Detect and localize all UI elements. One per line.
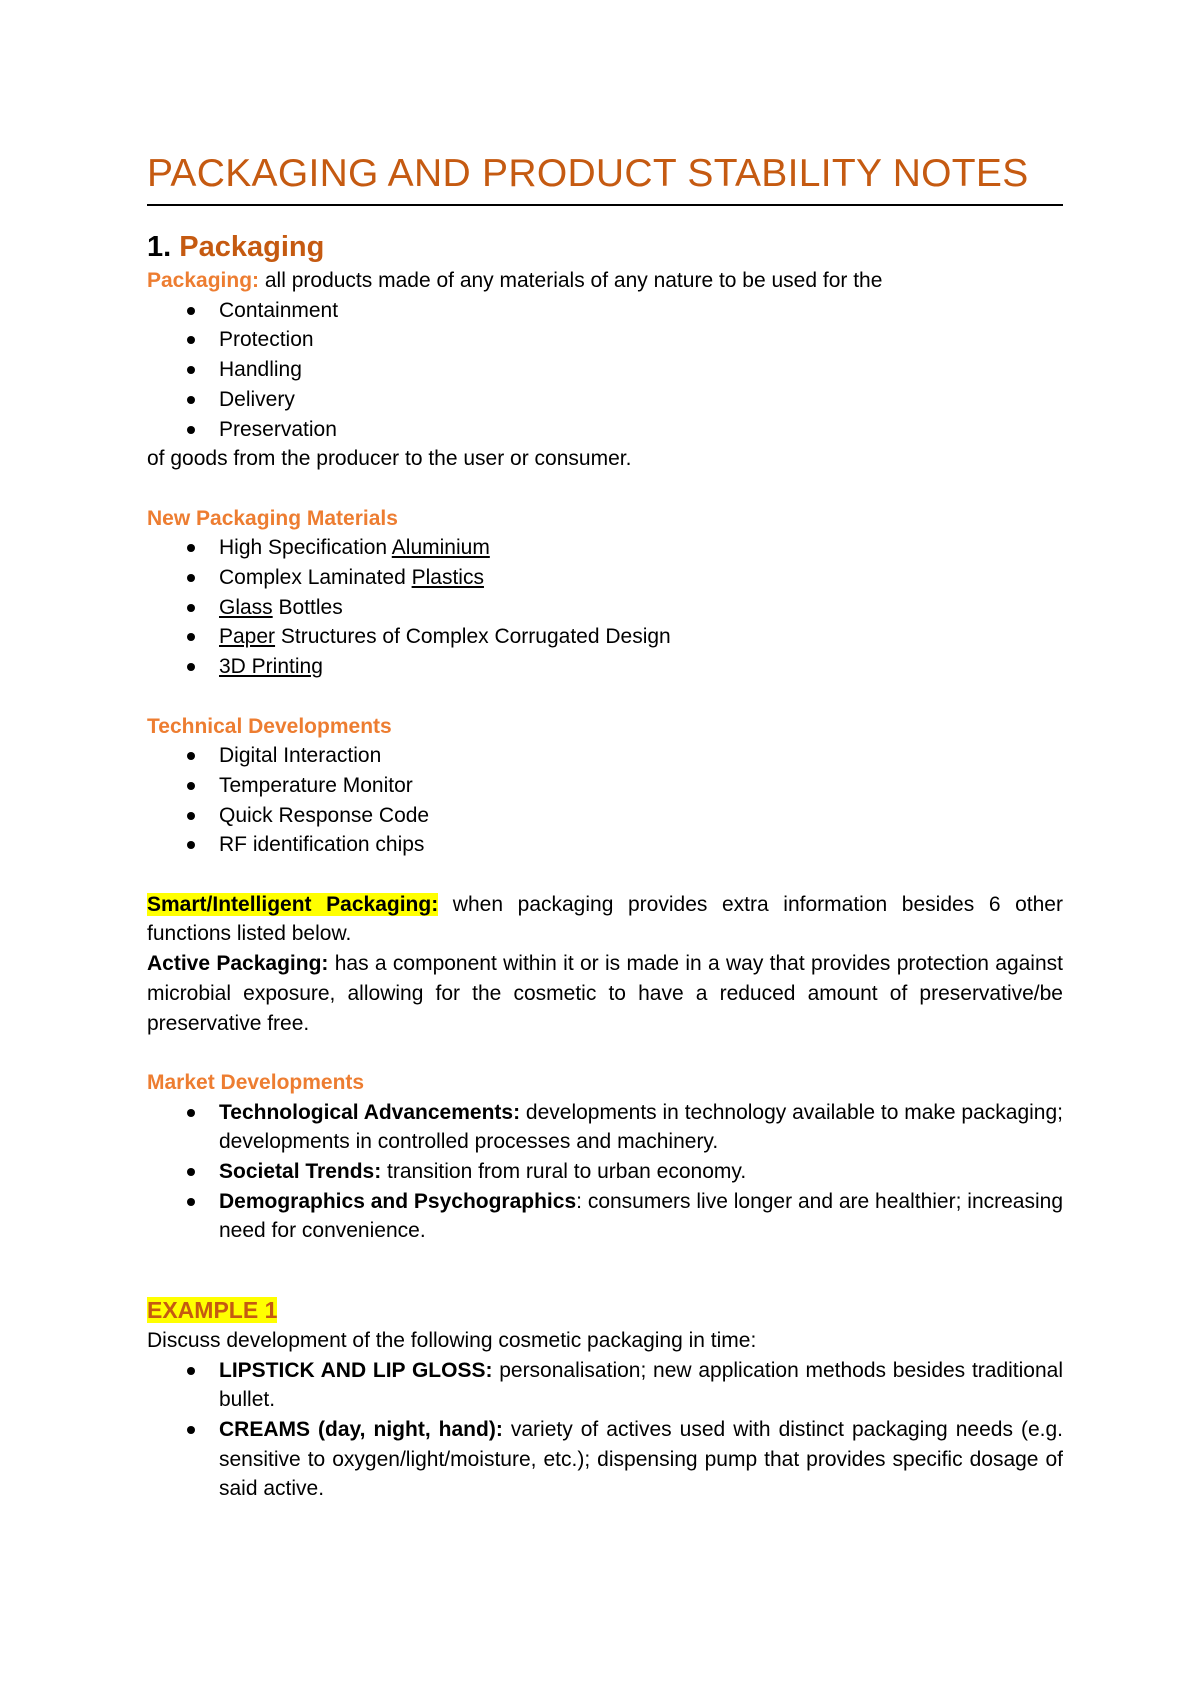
section-title: Packaging [179, 231, 325, 263]
list-item: 3D Printing [147, 652, 1063, 682]
section-number: 1. [147, 231, 172, 263]
section-heading-packaging [147, 228, 1063, 266]
list-item: Delivery [147, 385, 1063, 415]
list-item: Handling [147, 355, 1063, 385]
purposes-list [147, 296, 1063, 445]
list-item: Glass Bottles [147, 593, 1063, 623]
smart-packaging-paragraph [147, 890, 1063, 949]
active-packaging-text: has a component within it or is made in a way that provides protection against microbial exposure, allowing for the cosmetic to have a reduced amount of preservative/be preservative free. [147, 952, 1063, 1035]
list-item: Temperature Monitor [147, 771, 1063, 801]
materials-list [147, 533, 1063, 682]
example-intro: Discuss development of the following cosmetic packaging in time: [147, 1328, 757, 1352]
list-item: Containment [147, 296, 1063, 326]
smart-packaging-term: Smart/Intelligent Packaging: [147, 892, 439, 916]
technical-list [147, 741, 1063, 860]
list-item: Technological Advancements: developments in technology available to make packaging; developments in controlled processes and machinery. [147, 1098, 1063, 1157]
definition-closing: of goods from the producer to the user or consumer. [147, 447, 632, 471]
list-item: CREAMS (day, night, hand): variety of actives used with distinct packaging needs (e.g. sensitive to oxygen/light/moisture, etc.); dispensing pump that provides specific dosage of said active. [147, 1415, 1063, 1504]
list-item: Societal Trends: transition from rural to urban economy. [147, 1157, 1063, 1187]
list-item: Complex Laminated Plastics [147, 563, 1063, 593]
list-item: RF identification chips [147, 830, 1063, 860]
active-packaging-term: Active Packaging: [147, 952, 329, 976]
list-item: Quick Response Code [147, 801, 1063, 831]
subheading-technical: Technical Developments [147, 714, 392, 738]
subheading-materials: New Packaging Materials [147, 506, 398, 530]
definition-term: Packaging: [147, 269, 260, 292]
document-page [147, 150, 1063, 1504]
list-item: LIPSTICK AND LIP GLOSS: personalisation; new application methods besides traditional bullet. [147, 1356, 1063, 1415]
list-item: Paper Structures of Complex Corrugated Design [147, 622, 1063, 652]
subheading-market: Market Developments [147, 1070, 365, 1094]
definition-text: all products made of any materials of any nature to be used for the [259, 269, 883, 292]
list-item: Protection [147, 325, 1063, 355]
market-list [147, 1098, 1063, 1247]
list-item: Digital Interaction [147, 741, 1063, 771]
active-packaging-paragraph [147, 949, 1063, 1038]
list-item: Preservation [147, 415, 1063, 445]
example-list [147, 1356, 1063, 1505]
packaging-definition [147, 266, 1063, 296]
list-item: Demographics and Psychographics: consumers live longer and are healthier; increasing need for convenience. [147, 1187, 1063, 1246]
smart-packaging-text: when packaging provides extra information besides 6 other functions listed below. [147, 892, 1063, 946]
example-heading: EXAMPLE 1 [147, 1296, 278, 1323]
page-title: PACKAGING AND PRODUCT STABILITY NOTES [147, 150, 1063, 206]
list-item: High Specification Aluminium [147, 533, 1063, 563]
